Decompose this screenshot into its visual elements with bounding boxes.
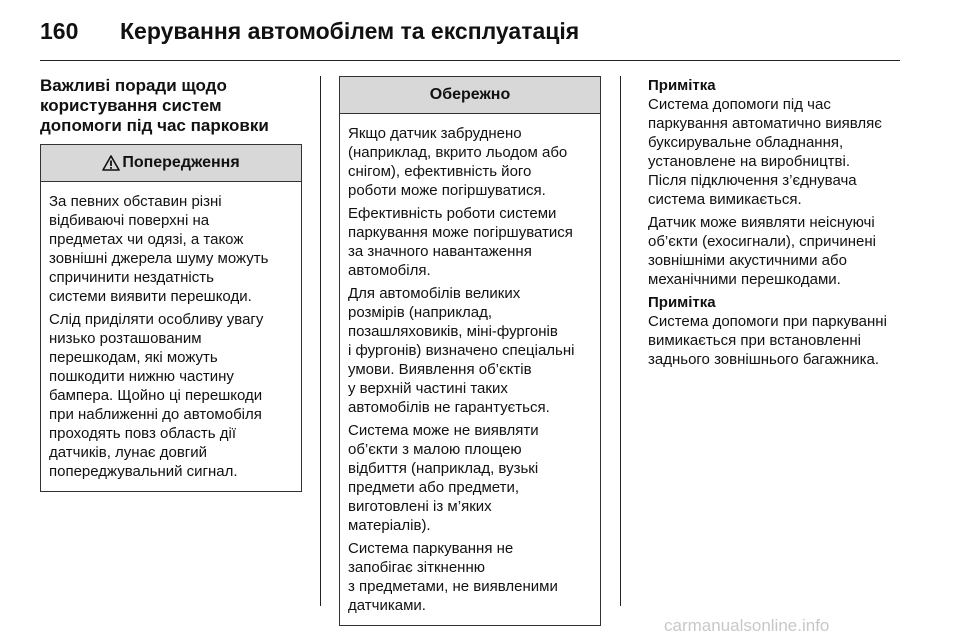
text-line: роботи може погіршуватися. [348,182,546,199]
page-header [40,14,920,54]
section-title-line: користування систем [40,96,222,115]
text-line: заднього зовнішнього багажника. [648,351,879,368]
caution-paragraph [348,421,592,535]
page-number: 160 [40,18,79,44]
text-line: за значного навантаження [348,243,532,260]
text-line: запобігає зіткненню [348,559,485,576]
caution-paragraph [348,124,592,200]
text-line: автомобілів не гарантується. [348,399,550,416]
text-line: буксирувальне обладнання, [648,134,844,151]
note-block [648,76,910,289]
warning-box-body [41,182,301,491]
text-line: За певних обставин різні [49,193,222,210]
header-rule [40,60,900,61]
text-line: снігом), ефективність його [348,163,532,180]
text-line: паркування автоматично виявляє [648,115,882,132]
text-line: зовнішніми акустичними або [648,252,847,269]
column-1 [40,76,302,492]
note-paragraph [648,95,910,209]
text-line: Для автомобілів великих [348,285,521,302]
text-line: Якщо датчик забруднено [348,125,522,142]
caution-paragraph [348,284,592,417]
text-line: бампера. Щойно ці перешкоди [49,387,263,404]
caution-box-body [340,114,600,625]
note-title: Примітка [648,77,716,94]
text-line: зовнішні джерела шуму можуть [49,250,269,267]
caution-paragraph [348,204,592,280]
text-line: попереджувальний сигнал. [49,463,238,480]
section-title [40,76,302,136]
note-paragraph [648,312,910,369]
warning-paragraph [49,310,293,481]
column-divider-1 [320,76,321,606]
section-title-line: допомоги під час парковки [40,116,269,135]
text-line: перешкодам, які можуть [49,349,218,366]
text-line: Система допомоги під час [648,96,831,113]
caution-box [339,76,601,626]
text-line: автомобіля. [348,262,431,279]
column-3 [648,76,910,373]
text-line: датчиками. [348,597,426,614]
text-line: розмірів (наприклад, [348,304,493,321]
text-line: предметах чи одязі, а також [49,231,244,248]
warning-box-header [41,145,301,182]
note-title: Примітка [648,294,716,311]
text-line: об’єкти (ехосигнали), спричинені [648,233,876,250]
text-line: установлене на виробництві. [648,153,851,170]
text-line: паркування може погіршуватися [348,224,573,241]
text-line: матеріалів). [348,517,431,534]
text-line: і фургонів) визначено спеціальні [348,342,575,359]
text-line: виготовлені із м’яких [348,498,492,515]
text-line: Після підключення з’єднувача [648,172,857,189]
text-line: пошкодити нижню частину [49,368,234,385]
text-line: Датчик може виявляти неіснуючі [648,214,875,231]
warning-heading: Попередження [122,154,240,171]
column-divider-2 [620,76,621,606]
column-2 [339,76,601,626]
text-line: проходять повз область дії [49,425,236,442]
caution-box-header [340,77,600,114]
watermark: carmanualsonline.info [664,616,830,635]
text-line: позашляховиків, міні-фургонів [348,323,558,340]
text-line: механічними перешкодами. [648,271,841,288]
text-line: низько розташованим [49,330,202,347]
chapter-title: Керування автомобілем та експлуатація [120,18,580,44]
section-title-line: Важливі поради щодо [40,76,227,95]
text-line: у верхній частині таких [348,380,508,397]
text-line: предмети або предмети, [348,479,520,496]
caution-paragraph [348,539,592,615]
text-line: умови. Виявлення об’єктів [348,361,532,378]
warning-triangle-icon [102,155,120,171]
text-line: датчиків, лунає довгий [49,444,208,461]
text-line: Ефективність роботи системи [348,205,557,222]
caution-heading: Обережно [429,86,511,103]
text-line: Система може не виявляти [348,422,539,439]
text-line: з предметами, не виявленими [348,578,558,595]
text-line: об’єкти з малою площею [348,441,522,458]
text-line: система вимикається. [648,191,802,208]
note-block [648,293,910,369]
text-line: вимикається при встановленні [648,332,862,349]
warning-box [40,144,302,492]
text-line: відбиття (наприклад, вузькі [348,460,539,477]
text-line: (наприклад, вкрито льодом або [348,144,568,161]
note-paragraph [648,213,910,289]
text-line: Система допомоги при паркуванні [648,313,887,330]
text-line: при наближенні до автомобіля [49,406,262,423]
text-line: системи виявити перешкоди. [49,288,252,305]
text-line: Система паркування не [348,540,514,557]
text-line: спричинити нездатність [49,269,214,286]
text-line: відбиваючі поверхні на [49,212,210,229]
text-line: Слід приділяти особливу увагу [49,311,264,328]
warning-paragraph [49,192,293,306]
